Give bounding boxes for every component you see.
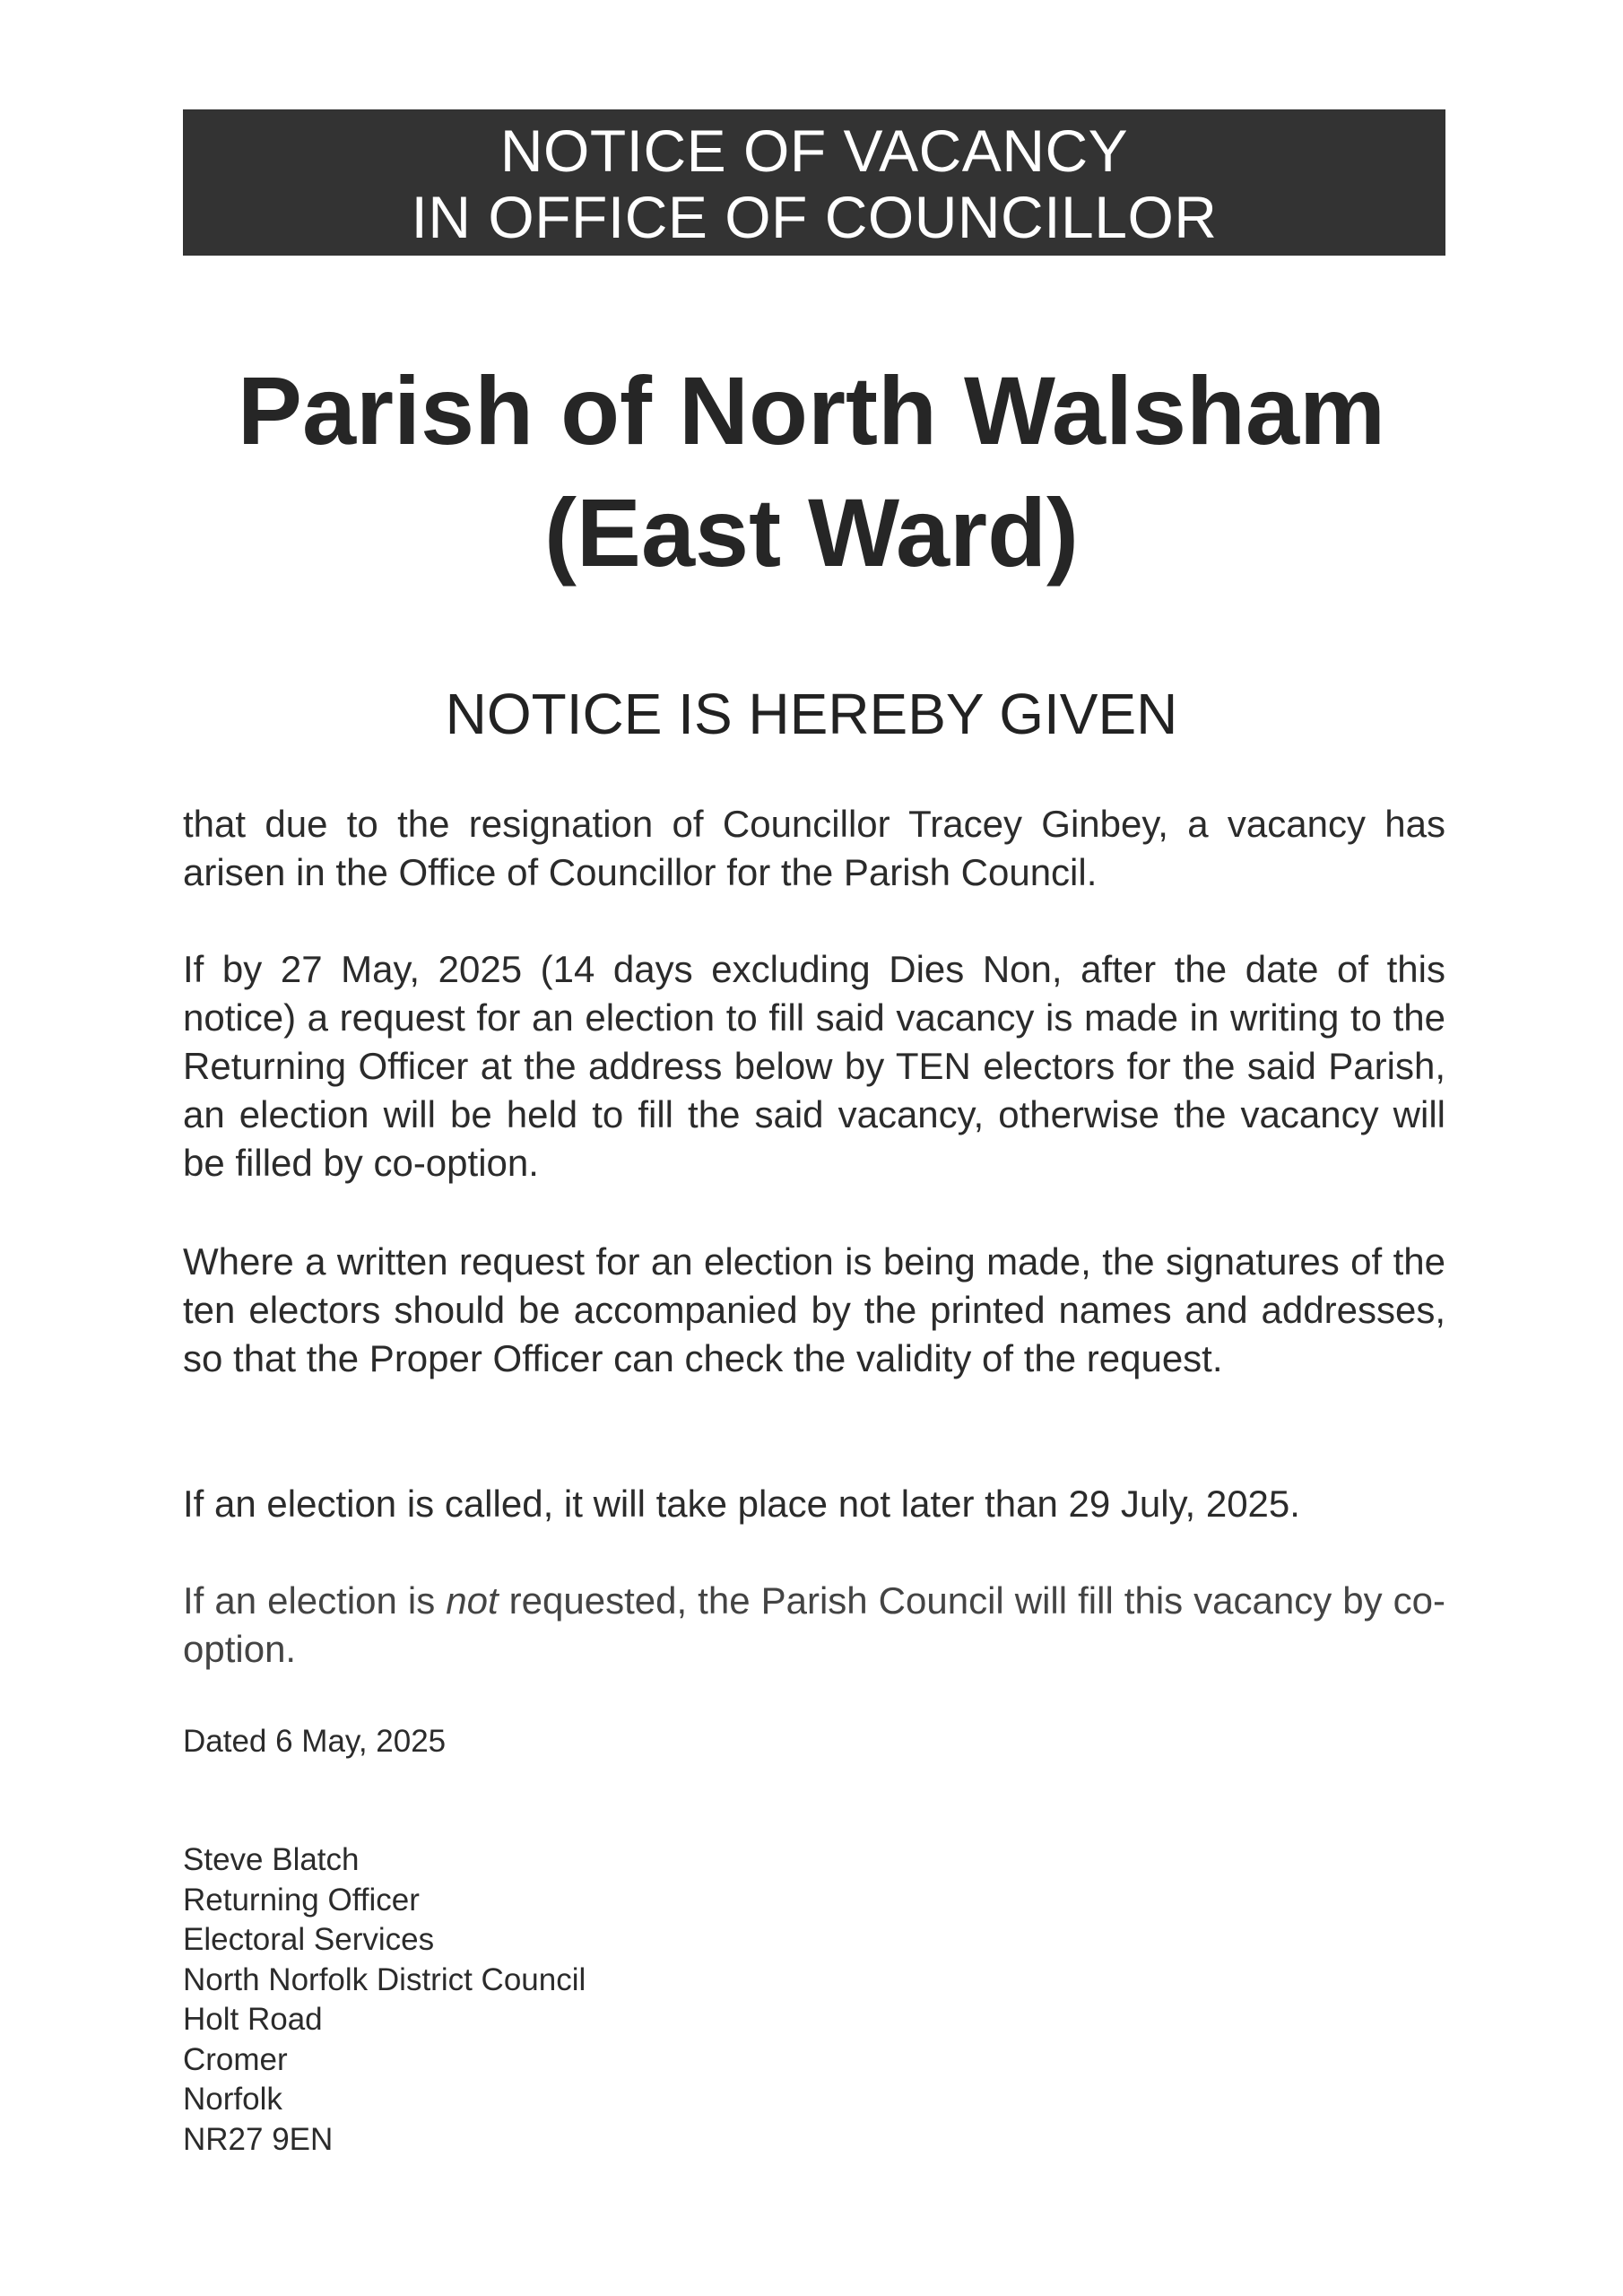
signatory-organisation: North Norfolk District Council (183, 1961, 586, 1997)
co-option-text-after: requested, the Parish Council will fill this vacancy by co-option. (183, 1579, 1446, 1670)
co-option-emphasis: not (446, 1579, 499, 1622)
signatory-address (183, 1840, 586, 2160)
banner-line-1: NOTICE OF VACANCY (499, 117, 1129, 184)
notice-banner (183, 109, 1445, 256)
paragraph-election-date: If an election is called, it will take place not later than 29 July, 2025. (183, 1483, 1300, 1525)
dated-line: Dated 6 May, 2025 (183, 1724, 447, 1759)
paragraph-election-request: If by 27 May, 2025 (14 days excluding Dies Non, after the date of this notice) a request for an election to fill said vacancy is made in writing to the Returning Officer at the address below by TEN electors for the said Parish, an election will be held to fill the said vacancy, otherwise the vacancy will be filled by co-option. (183, 948, 1445, 1184)
signatory-street: Holt Road (183, 2002, 323, 2037)
banner-line-2: IN OFFICE OF COUNCILLOR (411, 183, 1218, 250)
signatory-role: Returning Officer (183, 1882, 420, 1918)
parish-title-line-2: (East Ward) (543, 478, 1080, 587)
co-option-text-before: If an election is (183, 1579, 447, 1622)
parish-title-line-1: Parish of North Walsham (237, 356, 1386, 465)
paragraph-written-request: Where a written request for an election is being made, the signatures of the ten electors should be accompanied by the printed names and addresses, so that the Proper Officer can check the validity of the request. (183, 1240, 1445, 1379)
signatory-town: Cromer (183, 2041, 288, 2077)
paragraph-co-option (183, 1577, 1445, 1674)
parish-title (0, 350, 1623, 594)
paragraph-resignation: that due to the resignation of Councillor Tracey Ginbey, a vacancy has arisen in the Office of Councillor for the Parish Council. (183, 803, 1445, 893)
signatory-name: Steve Blatch (183, 1842, 360, 1877)
signatory-department: Electoral Services (183, 1922, 435, 1957)
notice-heading: NOTICE IS HEREBY GIVEN (445, 682, 1178, 746)
signatory-county: Norfolk (183, 2082, 282, 2117)
signatory-postcode: NR27 9EN (183, 2121, 334, 2157)
